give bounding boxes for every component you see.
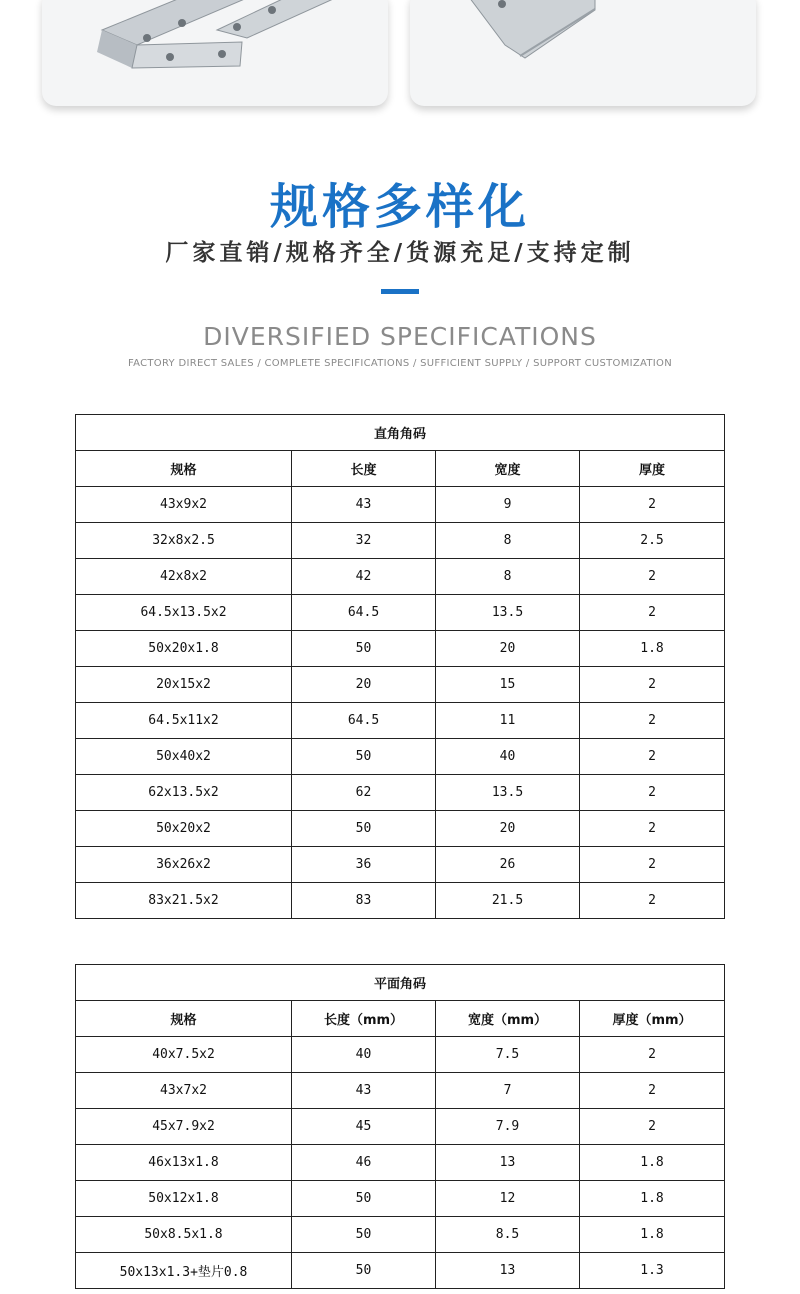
cell-width: 13	[436, 1253, 580, 1289]
cell-length: 50	[292, 631, 436, 667]
section-subtitle-english: FACTORY DIRECT SALES / COMPLETE SPECIFICATIONS / SUFFICIENT SUPPLY / SUPPORT CUSTOMIZATION	[127, 358, 673, 369]
column-header-spec: 规格	[76, 451, 292, 487]
table-row	[76, 595, 725, 631]
cell-spec: 64.5x13.5x2	[76, 595, 292, 631]
cell-spec: 50x8.5x1.8	[76, 1217, 292, 1253]
cell-thickness: 1.8	[580, 631, 725, 667]
cell-width: 13.5	[436, 775, 580, 811]
cell-length: 62	[292, 775, 436, 811]
cell-spec: 32x8x2.5	[76, 523, 292, 559]
metal-bracket-photo	[42, 0, 388, 106]
cell-thickness: 2.5	[580, 523, 725, 559]
cell-length: 50	[292, 1181, 436, 1217]
table-row	[76, 1253, 725, 1289]
cell-width: 26	[436, 847, 580, 883]
cell-width: 11	[436, 703, 580, 739]
table-row	[76, 487, 725, 523]
table-row	[76, 811, 725, 847]
cell-thickness: 2	[580, 1037, 725, 1073]
cell-thickness: 1.8	[580, 1181, 725, 1217]
table-row	[76, 883, 725, 919]
cell-thickness: 2	[580, 739, 725, 775]
table-row	[76, 1073, 725, 1109]
cell-length: 50	[292, 1217, 436, 1253]
cell-length: 40	[292, 1037, 436, 1073]
cell-spec: 50x20x2	[76, 811, 292, 847]
cell-width: 7.9	[436, 1109, 580, 1145]
cell-spec: 46x13x1.8	[76, 1145, 292, 1181]
table-row	[76, 1217, 725, 1253]
table-row	[76, 631, 725, 667]
cell-thickness: 1.8	[580, 1145, 725, 1181]
cell-spec: 62x13.5x2	[76, 775, 292, 811]
cell-thickness: 2	[580, 487, 725, 523]
cell-length: 36	[292, 847, 436, 883]
section-subtitle: 厂家直销/规格齐全/货源充足/支持定制	[165, 240, 635, 266]
cell-spec: 43x7x2	[76, 1073, 292, 1109]
cell-thickness: 2	[580, 775, 725, 811]
cell-spec: 83x21.5x2	[76, 883, 292, 919]
cell-thickness: 2	[580, 1073, 725, 1109]
cell-length: 50	[292, 739, 436, 775]
table-row	[76, 703, 725, 739]
cell-length: 50	[292, 1253, 436, 1289]
cell-spec: 50x20x1.8	[76, 631, 292, 667]
cell-width: 7.5	[436, 1037, 580, 1073]
title-accent-bar	[381, 289, 419, 294]
right-angle-bracket-table	[75, 414, 725, 919]
cell-thickness: 2	[580, 883, 725, 919]
cell-spec: 20x15x2	[76, 667, 292, 703]
table-caption: 平面角码	[76, 965, 725, 1001]
cell-width: 7	[436, 1073, 580, 1109]
cell-length: 43	[292, 487, 436, 523]
metal-plate-photo	[410, 0, 756, 106]
cell-width: 15	[436, 667, 580, 703]
column-header-thickness: 厚度	[580, 451, 725, 487]
table-row	[76, 847, 725, 883]
cell-thickness: 2	[580, 847, 725, 883]
cell-width: 21.5	[436, 883, 580, 919]
table-row	[76, 667, 725, 703]
cell-spec: 42x8x2	[76, 559, 292, 595]
table-row	[76, 523, 725, 559]
cell-thickness: 2	[580, 1109, 725, 1145]
table-row	[76, 1037, 725, 1073]
cell-thickness: 2	[580, 667, 725, 703]
cell-width: 8	[436, 559, 580, 595]
cell-width: 9	[436, 487, 580, 523]
cell-spec: 36x26x2	[76, 847, 292, 883]
cell-length: 46	[292, 1145, 436, 1181]
cell-length: 64.5	[292, 595, 436, 631]
cell-length: 32	[292, 523, 436, 559]
cell-thickness: 2	[580, 559, 725, 595]
cell-width: 40	[436, 739, 580, 775]
cell-width: 8.5	[436, 1217, 580, 1253]
table-row	[76, 559, 725, 595]
cell-spec: 50x13x1.3+垫片0.8	[76, 1253, 292, 1289]
cell-length: 83	[292, 883, 436, 919]
cell-thickness: 2	[580, 595, 725, 631]
cell-thickness: 1.8	[580, 1217, 725, 1253]
cell-width: 20	[436, 811, 580, 847]
cell-spec: 40x7.5x2	[76, 1037, 292, 1073]
cell-length: 50	[292, 811, 436, 847]
cell-thickness: 2	[580, 703, 725, 739]
column-header-width: 宽度	[436, 451, 580, 487]
cell-width: 13	[436, 1145, 580, 1181]
cell-length: 45	[292, 1109, 436, 1145]
table-row	[76, 739, 725, 775]
column-header-spec: 规格	[76, 1001, 292, 1037]
column-header-length: 长度	[292, 451, 436, 487]
product-photo-row	[0, 0, 800, 112]
cell-width: 8	[436, 523, 580, 559]
cell-spec: 43x9x2	[76, 487, 292, 523]
cell-spec: 64.5x11x2	[76, 703, 292, 739]
cell-width: 20	[436, 631, 580, 667]
cell-length: 20	[292, 667, 436, 703]
column-header-width: 宽度（mm）	[436, 1001, 580, 1037]
cell-spec: 45x7.9x2	[76, 1109, 292, 1145]
table-row	[76, 775, 725, 811]
cell-length: 64.5	[292, 703, 436, 739]
cell-thickness: 1.3	[580, 1253, 725, 1289]
cell-length: 43	[292, 1073, 436, 1109]
column-header-thickness: 厚度（mm）	[580, 1001, 725, 1037]
column-header-length: 长度（mm）	[292, 1001, 436, 1037]
cell-width: 12	[436, 1181, 580, 1217]
cell-length: 42	[292, 559, 436, 595]
cell-spec: 50x40x2	[76, 739, 292, 775]
section-title: 规格多样化	[269, 179, 530, 235]
table-row	[76, 1109, 725, 1145]
cell-thickness: 2	[580, 811, 725, 847]
flat-bracket-table	[75, 964, 725, 1289]
section-title-english: DIVERSIFIED SPECIFICATIONS	[203, 322, 597, 351]
cell-width: 13.5	[436, 595, 580, 631]
table-caption: 直角角码	[76, 415, 725, 451]
table-row	[76, 1181, 725, 1217]
cell-spec: 50x12x1.8	[76, 1181, 292, 1217]
table-row	[76, 1145, 725, 1181]
